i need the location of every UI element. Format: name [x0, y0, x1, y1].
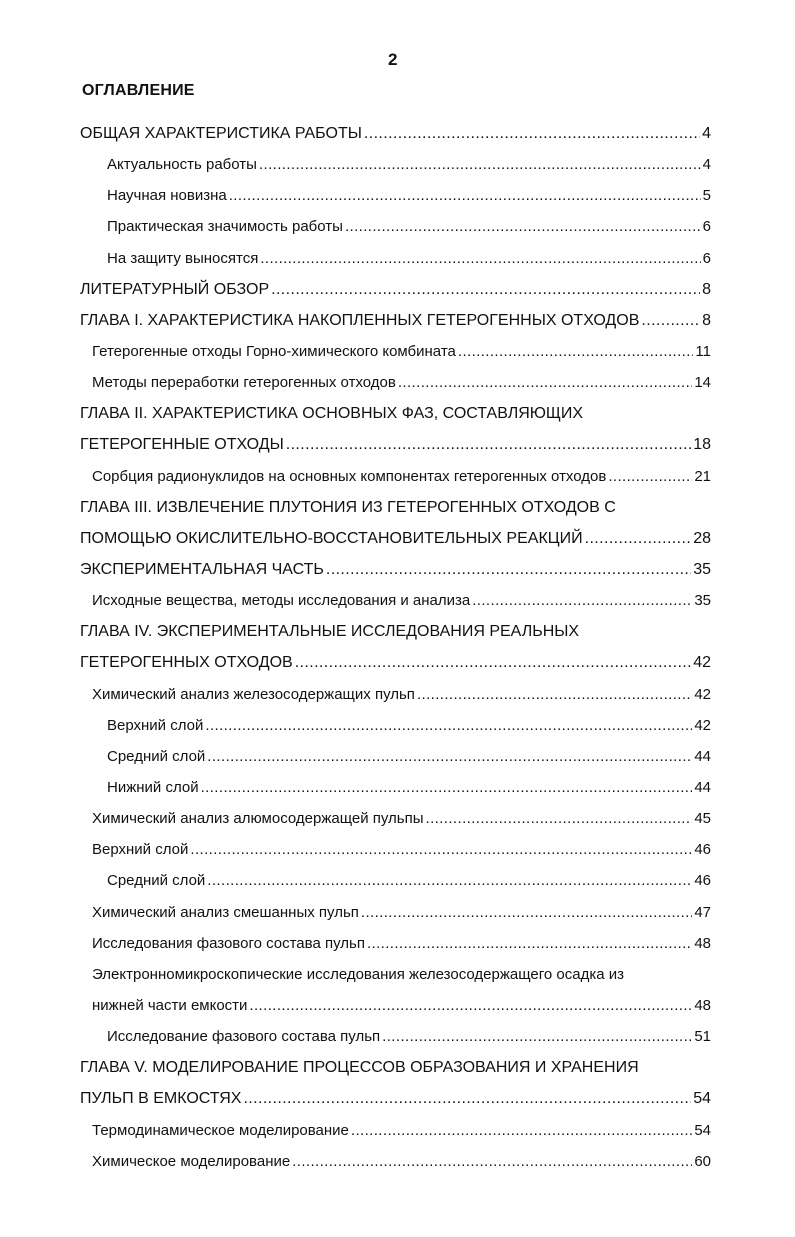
toc-entry-title: ГЕТЕРОГЕННЫХ ОТХОДОВ [80, 654, 293, 672]
toc-entry[interactable] [0, 710, 795, 741]
toc-entry[interactable] [0, 523, 795, 554]
toc-entry[interactable] [0, 118, 795, 149]
toc-entry-page: 35 [694, 592, 711, 610]
toc-entry[interactable] [0, 679, 795, 710]
toc-entry-title: ПОМОЩЬЮ ОКИСЛИТЕЛЬНО-ВОССТАНОВИТЕЛЬНЫХ РЕАКЦИЙ [80, 529, 583, 547]
toc-entry[interactable] [0, 865, 795, 896]
toc-entry-page: 42 [694, 716, 711, 734]
toc-entry-page: 18 [693, 436, 711, 454]
toc-entry-page: 8 [702, 280, 711, 298]
dot-leader [292, 1146, 692, 1177]
toc-entry[interactable] [0, 897, 795, 928]
toc-entry-title: ГЕТЕРОГЕННЫЕ ОТХОДЫ [80, 436, 284, 454]
toc-entry[interactable] [0, 211, 795, 242]
dot-leader [260, 243, 700, 274]
dot-leader [641, 305, 700, 336]
toc-entry-row [80, 305, 711, 336]
toc-entry[interactable] [0, 554, 795, 585]
toc-entry-title: Гетерогенные отходы Горно-химического комбината [92, 342, 456, 360]
dot-leader [345, 211, 701, 242]
toc-entry[interactable] [0, 149, 795, 180]
toc-entry-page: 60 [694, 1152, 711, 1170]
dot-leader [201, 772, 693, 803]
toc-entry-title: Химический анализ алюмосодержащей пульпы [92, 810, 424, 828]
toc-entry[interactable] [0, 429, 795, 460]
toc-entry[interactable] [0, 959, 795, 990]
toc-entry[interactable] [0, 1115, 795, 1146]
toc-entry-title: нижней части емкости [92, 996, 248, 1014]
toc-entry[interactable] [0, 398, 795, 429]
toc-entry-title: Электронномикроскопические исследования железосодержащего осадка из [92, 965, 624, 983]
toc-entry-row [107, 1021, 711, 1052]
toc-entry-title: Химический анализ смешанных пульп [92, 903, 359, 921]
toc-entry-row [92, 928, 711, 959]
toc-entry-page: 42 [693, 654, 711, 672]
toc-entry-title: ГЛАВА III. ИЗВЛЕЧЕНИЕ ПЛУТОНИЯ ИЗ ГЕТЕРОГЕННЫХ ОТХОДОВ С [80, 498, 616, 516]
dot-leader [398, 367, 692, 398]
toc-entry[interactable] [0, 834, 795, 865]
toc-entry-row [92, 336, 711, 367]
toc-entry-page: 5 [702, 187, 711, 205]
toc-entry-page: 4 [702, 156, 711, 174]
toc-entry[interactable] [0, 305, 795, 336]
toc-entry-row [80, 647, 711, 678]
toc-entry-title: Термодинамическое моделирование [92, 1121, 349, 1139]
toc-entry-title: ГЛАВА II. ХАРАКТЕРИСТИКА ОСНОВНЫХ ФАЗ, СОСТАВЛЯЮЩИХ [80, 405, 584, 423]
toc-entry-page: 54 [693, 1090, 711, 1108]
toc-entry-row [80, 429, 711, 460]
toc-entry-title: Нижний слой [107, 778, 199, 796]
toc-entry-page: 48 [694, 934, 711, 952]
toc-entry-title: Средний слой [107, 872, 206, 890]
toc-entry-page: 8 [702, 311, 711, 329]
dot-leader [229, 180, 701, 211]
table-of-contents [0, 118, 795, 1177]
toc-entry-page: 44 [694, 747, 711, 765]
toc-entry-page: 47 [694, 903, 711, 921]
toc-entry[interactable] [0, 180, 795, 211]
dot-leader [608, 461, 692, 492]
dot-leader [249, 990, 692, 1021]
toc-entry-page: 11 [695, 342, 711, 360]
dot-leader [426, 803, 693, 834]
toc-entry-title: Средний слой [107, 747, 206, 765]
toc-entry-row [92, 367, 711, 398]
toc-entry-title: ЛИТЕРАТУРНЫЙ ОБЗОР [80, 280, 270, 298]
toc-entry-row [80, 523, 711, 554]
toc-entry-title: ЭКСПЕРИМЕНТАЛЬНАЯ ЧАСТЬ [80, 560, 324, 578]
dot-leader [417, 679, 692, 710]
toc-entry-page: 51 [694, 1028, 711, 1046]
toc-entry-title: Исходные вещества, методы исследования и анализа [92, 592, 471, 610]
toc-entry[interactable] [0, 461, 795, 492]
dot-leader [207, 865, 692, 896]
toc-entry-row [80, 118, 711, 149]
toc-entry[interactable] [0, 803, 795, 834]
toc-entry[interactable] [0, 1021, 795, 1052]
toc-entry-row [92, 834, 711, 865]
toc-entry-page: 54 [694, 1121, 711, 1139]
toc-entry[interactable] [0, 243, 795, 274]
dot-leader [286, 429, 691, 460]
toc-entry-row [107, 180, 711, 211]
dot-leader [271, 274, 700, 305]
toc-entry-title: На защиту выносятся [107, 249, 259, 267]
toc-entry-row [107, 710, 711, 741]
toc-entry-page: 14 [694, 374, 711, 392]
toc-entry[interactable] [0, 1083, 795, 1114]
toc-entry-title: ОБЩАЯ ХАРАКТЕРИСТИКА РАБОТЫ [80, 125, 362, 142]
dot-leader [458, 336, 694, 367]
toc-entry-title: Сорбция радионуклидов на основных компонентах гетерогенных отходов [92, 467, 607, 485]
toc-entry[interactable] [0, 367, 795, 398]
toc-entry-row [107, 211, 711, 242]
toc-entry-row [92, 679, 711, 710]
toc-entry-row [92, 990, 711, 1021]
toc-entry-row [92, 803, 711, 834]
toc-entry-title: ГЛАВА V. МОДЕЛИРОВАНИЕ ПРОЦЕССОВ ОБРАЗОВАНИЯ И ХРАНЕНИЯ [80, 1059, 639, 1077]
toc-entry-title: Химический анализ железосодержащих пульп [92, 685, 415, 703]
toc-entry[interactable] [0, 990, 795, 1021]
toc-entry-page: 6 [702, 218, 711, 236]
toc-entry-title: Верхний слой [92, 841, 189, 859]
toc-entry[interactable] [0, 616, 795, 647]
toc-entry-page: 46 [694, 841, 711, 859]
toc-entry[interactable] [0, 772, 795, 803]
toc-entry-row [107, 741, 711, 772]
toc-entry[interactable] [0, 336, 795, 367]
toc-entry-row [92, 1146, 711, 1177]
toc-entry-page: 45 [694, 810, 711, 828]
toc-entry-row [92, 461, 711, 492]
toc-entry-title: ГЛАВА IV. ЭКСПЕРИМЕНТАЛЬНЫЕ ИССЛЕДОВАНИЯ РЕАЛЬНЫХ [80, 623, 580, 641]
toc-entry-title: ГЛАВА I. ХАРАКТЕРИСТИКА НАКОПЛЕННЫХ ГЕТЕРОГЕННЫХ ОТХОДОВ [80, 311, 640, 329]
toc-entry[interactable] [0, 928, 795, 959]
toc-entry-title: Научная новизна [107, 187, 227, 205]
toc-entry[interactable] [0, 1146, 795, 1177]
dot-leader [295, 647, 692, 678]
toc-entry-row [92, 897, 711, 928]
toc-entry[interactable] [0, 274, 795, 305]
toc-entry[interactable] [0, 647, 795, 678]
toc-entry-row [107, 149, 711, 180]
dot-leader [190, 834, 692, 865]
toc-entry-page: 42 [694, 685, 711, 703]
toc-entry-title: Практическая значимость работы [107, 218, 343, 236]
toc-entry-title: Актуальность работы [107, 156, 257, 174]
toc-entry-row [107, 243, 711, 274]
dot-leader [205, 710, 692, 741]
toc-entry-row [92, 1115, 711, 1146]
toc-entry-title: ПУЛЬП В ЕМКОСТЯХ [80, 1090, 242, 1108]
page-number: 2 [388, 50, 398, 69]
dot-leader [364, 118, 700, 149]
toc-entry-title: Химическое моделирование [92, 1152, 291, 1170]
dot-leader [207, 741, 692, 772]
toc-entry-page: 44 [694, 778, 711, 796]
dot-leader [243, 1083, 691, 1114]
toc-entry[interactable] [0, 1052, 795, 1083]
toc-entry[interactable] [0, 585, 795, 616]
toc-entry-page: 4 [702, 125, 711, 142]
toc-entry-title: Верхний слой [107, 716, 204, 734]
toc-entry-row [80, 274, 711, 305]
toc-entry[interactable] [0, 492, 795, 523]
toc-entry-page: 48 [694, 996, 711, 1014]
dot-leader [326, 554, 691, 585]
toc-entry-page: 46 [694, 872, 711, 890]
toc-entry-row [92, 585, 711, 616]
toc-entry-row [80, 554, 711, 585]
toc-entry[interactable] [0, 741, 795, 772]
toc-entry-title: Методы переработки гетерогенных отходов [92, 374, 396, 392]
toc-entry-title: Исследование фазового состава пульп [107, 1028, 381, 1046]
toc-entry-row [107, 865, 711, 896]
toc-entry-page: 35 [693, 560, 711, 578]
toc-entry-page: 28 [693, 529, 711, 547]
toc-entry-page: 21 [694, 467, 711, 485]
toc-entry-title: Исследования фазового состава пульп [92, 934, 365, 952]
dot-leader [367, 928, 692, 959]
dot-leader [351, 1115, 692, 1146]
dot-leader [259, 149, 701, 180]
dot-leader [472, 585, 692, 616]
toc-entry-page: 6 [702, 249, 711, 267]
dot-leader [585, 523, 692, 554]
toc-title: ОГЛАВЛЕНИЕ [82, 82, 195, 99]
dot-leader [361, 897, 692, 928]
toc-entry-row [80, 1083, 711, 1114]
dot-leader [382, 1021, 692, 1052]
toc-entry-row [107, 772, 711, 803]
